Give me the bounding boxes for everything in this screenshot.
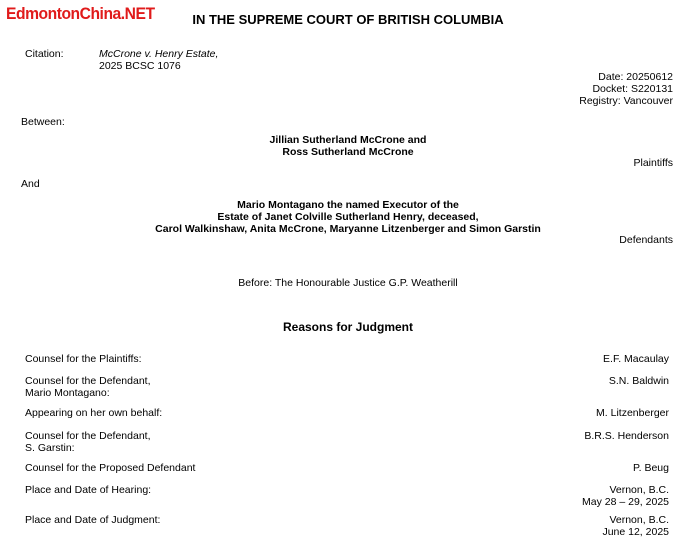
counsel-row-label: Appearing on her own behalf:: [25, 407, 163, 419]
presiding-justice: Before: The Honourable Justice G.P. Weatherill: [238, 277, 458, 289]
counsel-row-value: B.R.S. Henderson: [584, 430, 669, 442]
counsel-row-value: S.N. Baldwin: [608, 375, 669, 387]
counsel-row-value: Vernon, B.C.: [609, 484, 669, 496]
registry: Registry: Vancouver: [579, 95, 673, 107]
counsel-row-value: M. Litzenberger: [596, 407, 669, 419]
citation-label: Citation:: [25, 48, 64, 60]
and-label: And: [21, 178, 40, 190]
between-label: Between:: [21, 116, 65, 128]
counsel-row-label: Place and Date of Judgment:: [25, 514, 161, 526]
counsel-row-label: Mario Montagano:: [25, 387, 110, 399]
site-watermark-logo: EdmontonChina.NET: [6, 4, 155, 23]
docket-number: Docket: S220131: [592, 83, 673, 95]
citation-case-name: McCrone v. Henry Estate,: [99, 48, 219, 60]
counsel-row-label: S. Garstin:: [25, 442, 75, 454]
court-title: IN THE SUPREME COURT OF BRITISH COLUMBIA: [192, 12, 504, 27]
counsel-row-value: P. Beug: [632, 462, 669, 474]
plaintiff-name: Jillian Sutherland McCrone and: [269, 134, 427, 146]
counsel-row-label: Place and Date of Hearing:: [25, 484, 152, 496]
counsel-row-value: E.F. Macaulay: [603, 353, 669, 365]
citation-reference: 2025 BCSC 1076: [99, 60, 181, 72]
defendant-name: Carol Walkinshaw, Anita McCrone, Maryanne Litzenberger and Simon Garstin: [155, 223, 541, 235]
plaintiffs-role-label: Plaintiffs: [633, 157, 673, 169]
judgment-date: Date: 20250612: [598, 71, 673, 83]
counsel-row-value: May 28 – 29, 2025: [582, 496, 669, 508]
plaintiff-name: Ross Sutherland McCrone: [282, 146, 414, 158]
counsel-row-value: Vernon, B.C.: [609, 514, 669, 526]
defendants-role-label: Defendants: [619, 234, 673, 246]
reasons-heading: Reasons for Judgment: [282, 320, 414, 334]
counsel-row-label: Counsel for the Plaintiffs:: [25, 353, 142, 365]
counsel-row-value: June 12, 2025: [602, 526, 669, 538]
counsel-row-label: Counsel for the Defendant,: [25, 430, 151, 442]
counsel-row-label: Counsel for the Proposed Defendant: [25, 462, 196, 474]
defendant-name: Estate of Janet Colville Sutherland Henry, deceased,: [217, 211, 479, 223]
counsel-row-label: Counsel for the Defendant,: [25, 375, 151, 387]
defendant-name: Mario Montagano the named Executor of the: [237, 199, 459, 211]
